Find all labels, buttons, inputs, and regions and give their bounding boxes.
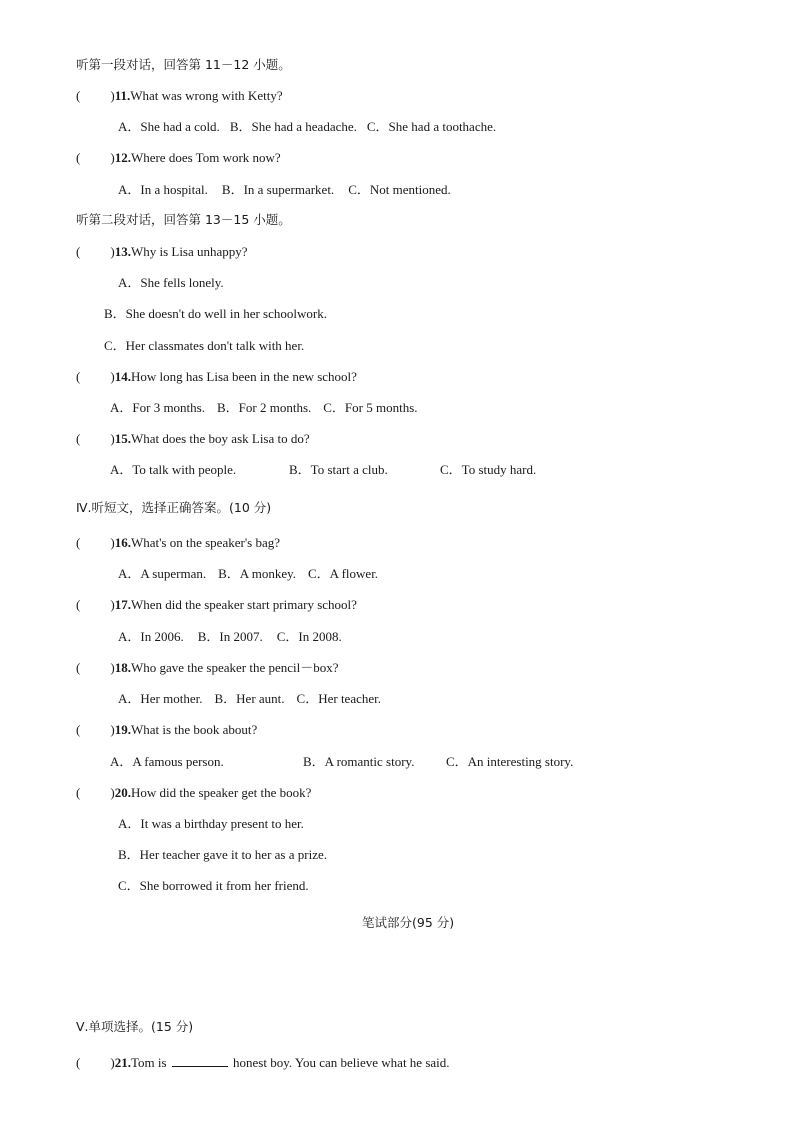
option-b: B．A romantic story.	[303, 754, 415, 769]
question-19	[76, 721, 257, 739]
question-number: 20.	[114, 785, 131, 800]
option-a: A．In a hospital.	[118, 182, 208, 197]
option-a: A．She had a cold.	[118, 119, 220, 134]
answer-paren-open: (	[76, 431, 81, 446]
answer-paren-close: )	[110, 431, 115, 446]
question-text-after: honest boy. You can believe what he said.	[233, 1055, 450, 1070]
option-a: A．A superman.	[118, 566, 207, 581]
section-heading-iv: Ⅳ.听短文，选择正确答案。(10 分)	[76, 500, 272, 515]
option-b: B．In 2007.	[197, 629, 263, 644]
question-17	[76, 596, 357, 614]
option-a: A．It was a birthday present to her.	[118, 816, 304, 831]
answer-paren-open: (	[76, 722, 81, 737]
options-18	[118, 690, 381, 708]
question-14	[76, 368, 357, 386]
option-b: B．She had a headache.	[229, 119, 357, 134]
option-b: B．In a supermarket.	[221, 182, 335, 197]
question-16	[76, 534, 280, 552]
question-number: 16.	[114, 535, 131, 550]
question-21	[76, 1054, 450, 1072]
question-number: 12.	[114, 150, 131, 165]
written-part-heading: 笔试部分(95 分)	[362, 915, 455, 930]
options-14	[110, 399, 418, 417]
answer-paren-open: (	[76, 660, 81, 675]
answer-paren-open: (	[76, 535, 81, 550]
answer-paren-close: )	[110, 722, 115, 737]
question-20	[76, 784, 311, 802]
answer-paren-close: )	[110, 244, 115, 259]
option-c: C．Her classmates don't talk with her.	[104, 338, 305, 353]
answer-paren-open: (	[76, 785, 81, 800]
answer-paren-close: )	[110, 785, 115, 800]
options-12	[118, 181, 451, 199]
options-11	[118, 118, 496, 136]
section-heading-v: Ⅴ.单项选择。(15 分)	[76, 1019, 194, 1034]
option-a: A．A famous person.	[110, 754, 224, 769]
answer-paren-open: (	[76, 150, 81, 165]
question-text: When did the speaker start primary school?	[130, 597, 357, 612]
option-c: C．An interesting story.	[446, 754, 574, 769]
options-16	[118, 565, 378, 583]
question-text-before: Tom is	[130, 1055, 167, 1070]
option-c: C．She borrowed it from her friend.	[118, 878, 309, 893]
option-a: A．To talk with people.	[110, 462, 237, 477]
option-a: A．In 2006.	[118, 629, 184, 644]
question-text: What is the book about?	[130, 722, 258, 737]
question-text: Why is Lisa unhappy?	[130, 244, 248, 259]
option-b: B．A monkey.	[218, 566, 296, 581]
question-text: How did the speaker get the book?	[130, 785, 312, 800]
question-12	[76, 149, 281, 167]
answer-paren-open: (	[76, 244, 81, 259]
question-number: 13.	[114, 244, 131, 259]
question-text: What does the boy ask Lisa to do?	[130, 431, 310, 446]
section-heading-dialogue-1: 听第一段对话，回答第 11－12 小题。	[76, 57, 291, 72]
question-11	[76, 87, 283, 105]
answer-paren-close: )	[110, 597, 115, 612]
answer-paren-open: (	[76, 597, 81, 612]
option-a: A．Her mother.	[118, 691, 203, 706]
answer-blank[interactable]	[172, 1054, 228, 1067]
question-number: 18.	[114, 660, 131, 675]
option-a: A．For 3 months.	[110, 400, 205, 415]
answer-paren-close: )	[110, 369, 115, 384]
option-c: C．Her teacher.	[296, 691, 381, 706]
option-b: B．Her aunt.	[214, 691, 285, 706]
option-a: A．She fells lonely.	[118, 275, 224, 290]
question-text: What was wrong with Ketty?	[130, 88, 283, 103]
section-heading-dialogue-2: 听第二段对话，回答第 13－15 小题。	[76, 212, 291, 227]
question-15	[76, 430, 310, 448]
option-c: C．To study hard.	[440, 462, 537, 477]
answer-paren-open: (	[76, 1055, 81, 1070]
option-c: C．A flower.	[308, 566, 379, 581]
answer-paren-open: (	[76, 88, 81, 103]
question-number: 11.	[114, 88, 131, 103]
question-number: 14.	[114, 369, 131, 384]
option-b: B．For 2 months.	[216, 400, 312, 415]
question-text: How long has Lisa been in the new school?	[130, 369, 357, 384]
option-b: B．To start a club.	[289, 462, 388, 477]
options-17	[118, 628, 342, 646]
option-c: C．In 2008.	[276, 629, 342, 644]
answer-paren-close: )	[110, 535, 115, 550]
answer-paren-close: )	[110, 88, 115, 103]
answer-paren-close: )	[110, 1055, 115, 1070]
option-c: C．For 5 months.	[323, 400, 418, 415]
answer-paren-open: (	[76, 369, 81, 384]
answer-paren-close: )	[110, 150, 115, 165]
question-number: 17.	[114, 597, 131, 612]
question-number: 15.	[114, 431, 131, 446]
option-b: B．Her teacher gave it to her as a prize.	[118, 847, 327, 862]
question-number: 19.	[114, 722, 131, 737]
question-text: What's on the speaker's bag?	[130, 535, 281, 550]
option-b: B．She doesn't do well in her schoolwork.	[104, 306, 327, 321]
question-13	[76, 243, 248, 261]
question-text: Who gave the speaker the pencil－box?	[130, 660, 339, 675]
question-number: 21.	[114, 1055, 131, 1070]
question-18	[76, 659, 339, 677]
option-c: C．Not mentioned.	[348, 182, 451, 197]
question-text: Where does Tom work now?	[130, 150, 281, 165]
option-c: C．She had a toothache.	[366, 119, 497, 134]
answer-paren-close: )	[110, 660, 115, 675]
